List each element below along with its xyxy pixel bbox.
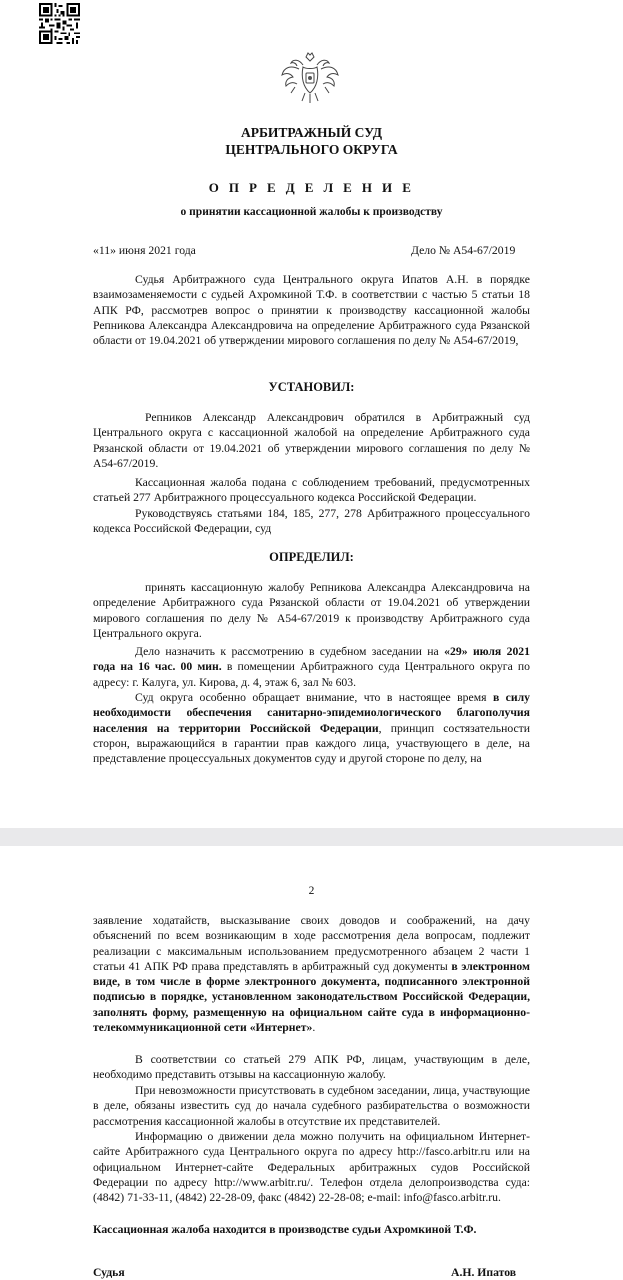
- established-heading: УСТАНОВИЛ:: [268, 380, 355, 394]
- established-paragraph-2: Кассационная жалоба подана с соблюдением требований, предусмотренных статьей 277 Арбитражного процессуального кодекса Российской Федерации.: [93, 476, 530, 505]
- rights-text: заявление ходатайств, высказывание своих доводов и соображений, на дачу объяснений по всем возникающим в ходе рассмотрения дела вопросам, подлежит реализации с максимальным использованием предусмотренного абзацем 2 части 1 статьи 41 АПК РФ права представлять в арбитражный суд документы: [93, 914, 530, 973]
- notice-intro: Суд округа особенно обращает внимание, что в настоящее время: [135, 691, 493, 704]
- intro-paragraph: Судья Арбитражного суда Центрального округа Ипатов А.Н. в порядке взаимозаменяемости с судьей Ахромкиной Т.Ф. в соответствии с частью 5 статьи 18 АПК РФ, рассмотрев вопрос о принятии к производству кассационной жалобы Репникова Александра Александровича на определение Арбитражного суда Рязанской области от 19.04.2021 об утверждении мирового соглашения по делу № А54-67/2019,: [93, 273, 530, 348]
- rights-end: .: [312, 1021, 316, 1035]
- determined-paragraph-1: принять кассационную жалобу Репникова Александра Александровича на определение Арбитражного суда Рязанской области от 19.04.2021 об утверждении мирового соглашения по делу № А54-67/2019 к производству Арбитражного суда Центрального округа.: [93, 581, 530, 640]
- document-subtitle: о принятии кассационной жалобы к производству: [180, 206, 443, 218]
- double-headed-eagle-emblem: [279, 47, 341, 107]
- established-paragraph-3: Руководствуясь статьями 184, 185, 277, 278 Арбитражного процессуального кодекса Российской Федерации, суд: [93, 507, 530, 536]
- notice-continuation: , принцип состязательности сторон, выражающийся в гарантии прав каждого лица, участвующего в деле, на представление процессуальных документов суду и другой стороне по делу, на: [93, 721, 531, 766]
- judge-assignment-note: Кассационная жалоба находится в производстве судьи Ахромкиной Т.Ф.: [93, 1223, 477, 1236]
- page2-paragraph-2: В соответствии со статьей 279 АПК РФ, лицам, участвующим в деле, необходимо представить отзывы на кассационную жалобу.: [93, 1053, 530, 1082]
- page-number: 2: [308, 885, 315, 897]
- court-name: [0, 124, 623, 158]
- page2-paragraph-1: [93, 913, 530, 1035]
- notice-emphasis: в силу необходимости обеспечения санитарно-эпидемиологического благополучия населения на территории Российской Федерации: [93, 691, 531, 735]
- hearing-address: в помещении Арбитражного суда Центрального округа по адресу: г. Калуга, ул. Кирова, д. 4, этаж 6, зал № 603.: [93, 660, 530, 689]
- determined-paragraph-3: [93, 690, 530, 766]
- electronic-filing-emphasis: в электронном виде, в том числе в форме электронного документа, подписанного электронной подписью в порядке, установленном законодательством Российской Федерации, заполнять форму, размещенную на официальном сайте суда в информационно-телекоммуникационной сети «Интернет»: [93, 959, 530, 1035]
- court-name-line1: АРБИТРАЖНЫЙ СУД: [240, 125, 383, 140]
- qr-code-icon: [39, 3, 80, 44]
- judge-name: А.Н. Ипатов: [451, 1266, 517, 1279]
- document-title: О П Р Е Д Е Л Е Н И Е: [208, 180, 415, 195]
- case-number: Дело № А54-67/2019: [411, 244, 516, 257]
- document-date: «11» июня 2021 года: [93, 244, 196, 257]
- hearing-intro: Дело назначить к рассмотрению в судебном заседании на: [135, 645, 445, 658]
- determined-paragraph-2: [93, 644, 530, 690]
- page2-paragraph-4: Информацию о движении дела можно получить на официальном Интернет-сайте Арбитражного суда Центрального округа по адресу http://fasco.arbitr.ru или на официальном Интернет-сайте Федеральных арбитражных судов Российской Федерации по адресу http://www.arbitr.ru/. Телефон отдела делопроизводства суда: (4842) 71-33-11, (4842) 22-28-09, факс (4842) 22-28-08; e-mail: info@fasco.arbitr.ru.: [93, 1130, 530, 1205]
- signature-label: Судья: [93, 1266, 125, 1279]
- court-name-line2: ЦЕНТРАЛЬНОГО ОКРУГА: [225, 142, 398, 157]
- page2-paragraph-3: При невозможности присутствовать в судебном заседании, лица, участвующие в деле, обязаны известить суд до начала судебного разбирательства о возможности рассмотрения кассационной жалобы в отсутствие их представителей.: [93, 1084, 530, 1128]
- established-paragraph-1: Репников Александр Александрович обратился в Арбитражный суд Центрального округа с кассационной жалобой на определение Арбитражного суда Рязанской области от 19.04.2021 об утверждении мирового соглашения по делу № А54-67/2019.: [93, 411, 530, 470]
- hearing-date: «29» июля 2021 года на 16 час. 00 мин.: [93, 645, 530, 674]
- determined-heading: ОПРЕДЕЛИЛ:: [269, 550, 354, 564]
